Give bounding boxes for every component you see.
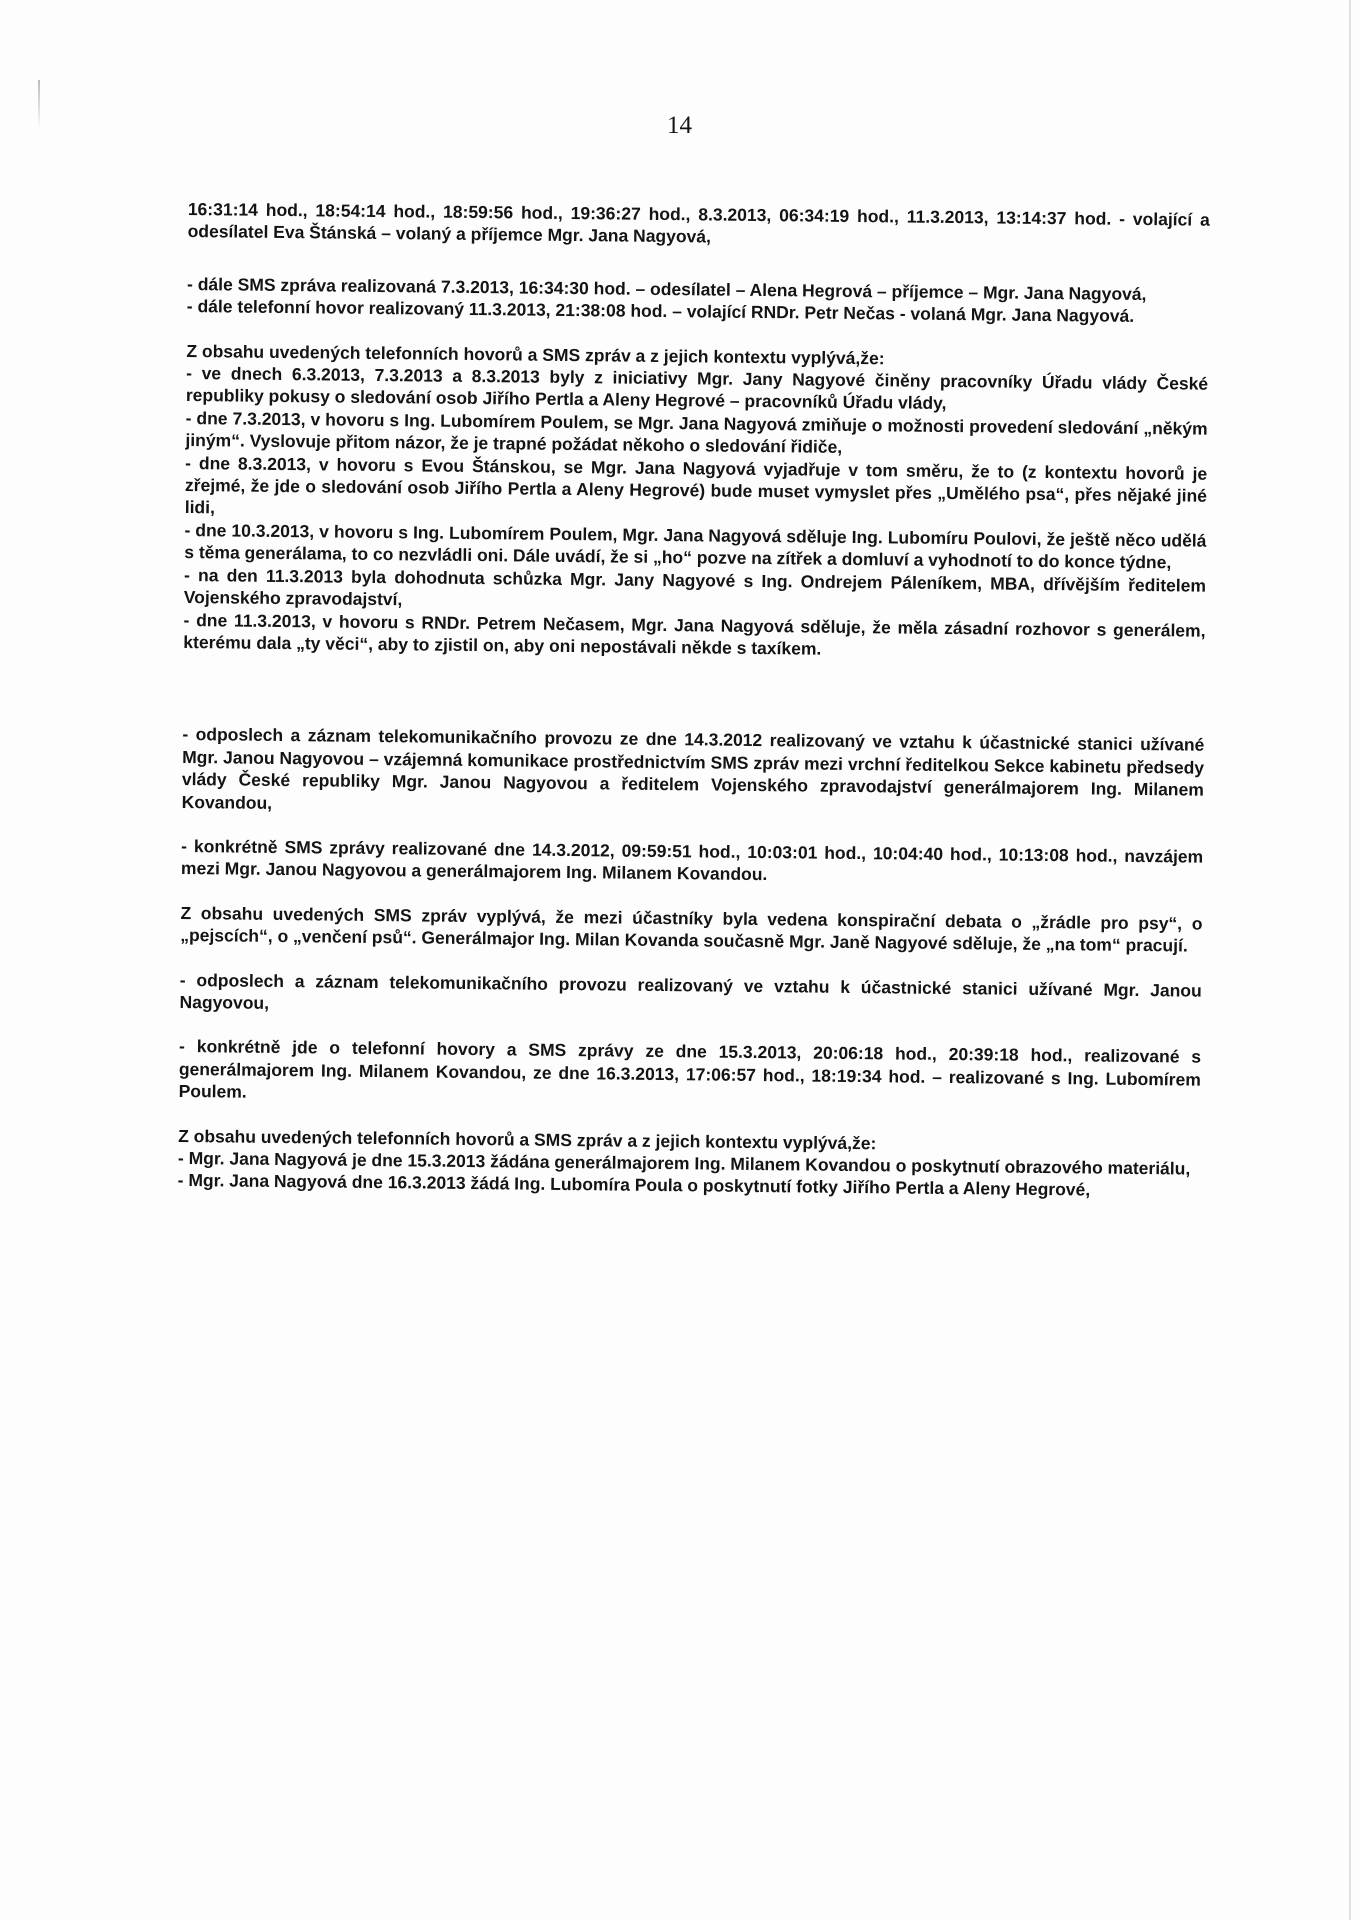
scan-artifact (1349, 0, 1351, 1920)
paragraph: - konkrétně SMS zprávy realizované dne 14.3.2012, 09:59:51 hod., 10:03:01 hod., 10:04:40 hod., 10:13:08 hod., navzájem mezi Mgr. Janou Nagyovou a generálmajorem Ing. Milanem Kovandou. (180, 835, 1204, 885)
paragraph: - konkrétně jde o telefonní hovory a SMS zprávy ze dne 15.3.2013, 20:06:18 hod., 20:39:18 hod., realizované s generálmajorem Ing. Milanem Kovandou, ze dne 16.3.2013, 17:06:57 hod., 18:19:34 hod. – realizované s Ing. Lubomírem Poulem. (178, 1036, 1202, 1102)
list-item: - na den 11.3.2013 byla dohodnuta schůzka Mgr. Jany Nagyové s Ing. Ondrejem Páleníkem, MBA, dřívějším ředitelem Vojenského zpravodajství, (183, 564, 1207, 610)
paragraph: - odposlech a záznam telekomunikačního provozu realizovaný ve vztahu k účastnické stanici užívané Mgr. Janou Nagyovou, (179, 969, 1202, 1013)
list-item: - ve dnech 6.3.2013, 7.3.2013 a 8.3.2013 byly z iniciativy Mgr. Jany Nagyové činěny pracovníky Úřadu vlády České republiky pokusy o sledování osob Jiřího Pertla a Aleny Hegrové – pracovníků Úřadu vlády, (185, 363, 1209, 414)
list-item: - Mgr. Jana Nagyová je dne 15.3.2013 žádána generálmajorem Ing. Milanem Kovandou o poskytnutí obrazového materiálu, (177, 1147, 1191, 1179)
paragraph: - dále telefonní hovor realizovaný 11.3.2013, 21:38:08 hod. – volající RNDr. Petr Nečas - volaná Mgr. Jana Nagyová. (186, 296, 1135, 327)
page-number: 14 (667, 112, 692, 139)
list-item: - Mgr. Jana Nagyová dne 16.3.2013 žádá Ing. Lubomíra Poula o poskytnutí fotky Jiřího Pertla a Aleny Hegrové, (177, 1170, 1091, 1200)
paragraph: Z obsahu uvedených telefonních hovorů a SMS zpráv a z jejich kontextu vyplývá,že: (186, 340, 885, 368)
paragraph: - dále SMS zpráva realizovaná 7.3.2013, 16:34:30 hod. – odesílatel – Alena Hegrová – příjemce – Mgr. Jana Nagyová, (186, 273, 1147, 304)
paragraph: Z obsahu uvedených SMS zpráv vyplývá, že mezi účastníky byla vedena konspirační debata o „žrádle pro psy“, o „pejscích“, o „venčení psů“. Generálmajor Ing. Milan Kovanda současně Mgr. Janě Nagyové sděluje, že „na tom“ pracují. (180, 902, 1203, 956)
list-item: - dne 10.3.2013, v hovoru s Ing. Lubomírem Poulem, Mgr. Jana Nagyová sděluje Ing. Lubomíru Poulovi, že ještě něco udělá s těma generálama, to co nezvládli oni. Dále uvádí, že si „ho“ pozve na zítřek a domluví a vyhodnotí to do konce týdne, (184, 519, 1207, 573)
list-item: - dne 11.3.2013, v hovoru s RNDr. Petrem Nečasem, Mgr. Jana Nagyová sděluje, že měla zásadní rozhovor s generálem, kterému dala „ty věci“, aby to zjistil on, aby oni nepostávali někde s taxíkem. (183, 609, 1206, 659)
document-body (178, 198, 1210, 1202)
list-item: - dne 8.3.2013, v hovoru s Evou Štánskou, se Mgr. Jana Nagyová vyjadřuje v tom směru, že to (z kontextu hovorů je zřejmé, že jde o sledování osob Jiřího Pertla a Aleny Hegrové) bude muset vymyslet přes „Umělého psa“, přes nějaké jiné lidi, (184, 452, 1208, 518)
paragraph: 16:31:14 hod., 18:54:14 hod., 18:59:56 hod., 19:36:27 hod., 8.3.2013, 06:34:19 hod., 11.3.2013, 13:14:37 hod. - volající a odesílatel Eva Štánská – volaný a příjemce Mgr. Jana Nagyová, (187, 198, 1210, 247)
paragraph: Z obsahu uvedených telefonních hovorů a SMS zpráv a z jejich kontextu vyplývá,že: (178, 1125, 877, 1153)
list-item: - dne 7.3.2013, v hovoru s Ing. Lubomírem Poulem, se Mgr. Jana Nagyová zmiňuje o možnosti provedení sledování „někým jiným“. Vyslovuje přitom názor, že je trapné požádat někoho o sledování řidiče, (185, 407, 1208, 458)
paragraph: - odposlech a záznam telekomunikačního provozu ze dne 14.3.2012 realizovaný ve vztahu k účastnické stanici užívané Mgr. Janou Nagyovou – vzájemná komunikace prostřednictvím SMS zpráv mezi vrchní ředitelkou Sekce kabinetu předsedy vlády České republiky Mgr. Janou Nagyovou a ředitelem Vojenského zpravodajství generálmajorem Ing. Milanem Kovandou, (181, 724, 1205, 813)
